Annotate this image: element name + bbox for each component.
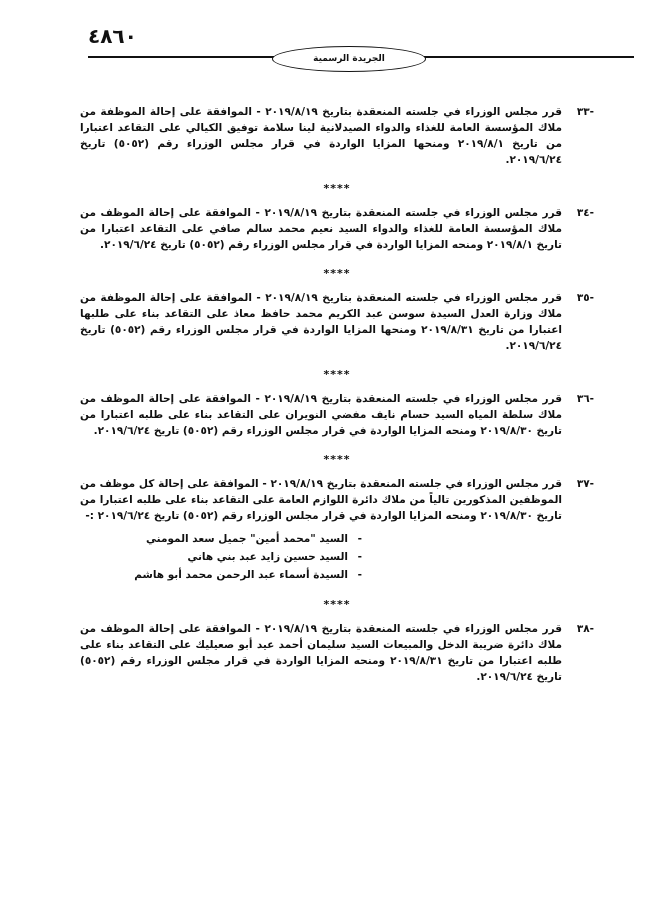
decision-text: قرر مجلس الوزراء في جلسته المنعقدة بتاريخ ٢٠١٩/٨/١٩ - الموافقة على إحالة كل موظف من الموظفين المذكورين تالياً من ملاك دائرة اللوازم العامة على التقاعد بناء على طلبه اعتبارا من تاريخ ٢٠١٩/٨/٣٠ ومنحه المزايا الواردة في قرار مجلس الوزراء رقم (٥٠٥٢) تاريخ ٢٠١٩/٦/٢٤ :- xyxy=(80,478,562,522)
page-number: ٤٨٦٠ xyxy=(88,24,137,48)
decision-text: قرر مجلس الوزراء في جلسته المنعقدة بتاريخ ٢٠١٩/٨/١٩ - الموافقة على إحالة الموظف من ملاك دائرة ضريبة الدخل والمبيعات السيد سليمان أحمد عيد أبو صعيليك على التقاعد بناء على طلبه اعتبارا من تاريخ ٢٠١٩/٨/٣١ ومنحه المزايا الواردة في قرار مجلس الوزراء رقم (٥٠٥٢) تاريخ ٢٠١٩/٦/٢٤. xyxy=(80,623,562,683)
journal-title-badge xyxy=(272,46,426,72)
decision-text: قرر مجلس الوزراء في جلسته المنعقدة بتاريخ ٢٠١٩/٨/١٩ - الموافقة على إحالة الموظفة من ملاك المؤسسة العامة للغذاء والدواء الصيدلانية لينا سلامة توفيق الكيالي على التقاعد اعتبارا من تاريخ ٢٠١٩/٨/١ ومنحها المزايا الواردة في قرار مجلس الوزراء رقم (٥٠٥٢) تاريخ ٢٠١٩/٦/٢٤. xyxy=(80,106,562,166)
decision-number: -٣٣ xyxy=(576,106,594,118)
separator: **** xyxy=(323,182,351,195)
separator: **** xyxy=(323,368,351,381)
decision-item xyxy=(80,104,594,168)
employee-names-list xyxy=(80,530,562,584)
decision-text: قرر مجلس الوزراء في جلسته المنعقدة بتاريخ ٢٠١٩/٨/١٩ - الموافقة على إحالة الموظفة من ملاك وزارة العدل السيدة سوسن عبد الكريم محمد حافظ معاذ على التقاعد بناء على طلبها اعتبارا من تاريخ ٢٠١٩/٨/٣١ ومنحها المزايا الواردة في قرار مجلس الوزراء رقم (٥٠٥٢) تاريخ ٢٠١٩/٦/٢٤. xyxy=(80,292,562,352)
employee-name: - السيدة أسماء عبد الرحمن محمد أبو هاشم xyxy=(80,566,362,584)
decision-item xyxy=(80,621,594,685)
separator: **** xyxy=(323,453,351,466)
decision-number: -٣٧ xyxy=(576,478,594,490)
decision-text: قرر مجلس الوزراء في جلسته المنعقدة بتاريخ ٢٠١٩/٨/١٩ - الموافقة على إحالة الموظف من ملاك سلطة المياه السيد حسام نايف مفضي النويران على التقاعد بناء على طلبه اعتبارا من تاريخ ٢٠١٩/٨/٣٠ ومنحه المزايا الواردة في قرار مجلس الوزراء رقم (٥٠٥٢) تاريخ ٢٠١٩/٦/٢٤. xyxy=(80,393,562,437)
decision-number: -٣٦ xyxy=(576,393,594,405)
decision-item xyxy=(80,290,594,354)
decision-item xyxy=(80,205,594,253)
decision-text: قرر مجلس الوزراء في جلسته المنعقدة بتاريخ ٢٠١٩/٨/١٩ - الموافقة على إحالة الموظف من ملاك المؤسسة العامة للغذاء والدواء السيد نعيم محمد سالم صافي على التقاعد اعتبارا من تاريخ ٢٠١٩/٨/١ ومنحه المزايا الواردة في قرار مجلس الوزراء رقم (٥٠٥٢) تاريخ ٢٠١٩/٦/٢٤. xyxy=(80,207,562,251)
separator: **** xyxy=(323,267,351,280)
journal-title: الجريدة الرسمية xyxy=(313,54,385,64)
employee-name: - السيد حسين زايد عبد بني هاني xyxy=(80,548,362,566)
decision-number: -٣٨ xyxy=(576,623,594,635)
decisions-list xyxy=(80,104,594,685)
decision-number: -٣٥ xyxy=(576,292,594,304)
employee-name: - السيد "محمد أمين" جميل سعد المومني xyxy=(80,530,362,548)
decision-item xyxy=(80,476,594,584)
decision-number: -٣٤ xyxy=(576,207,594,219)
separator: **** xyxy=(323,598,351,611)
decision-item xyxy=(80,391,594,439)
